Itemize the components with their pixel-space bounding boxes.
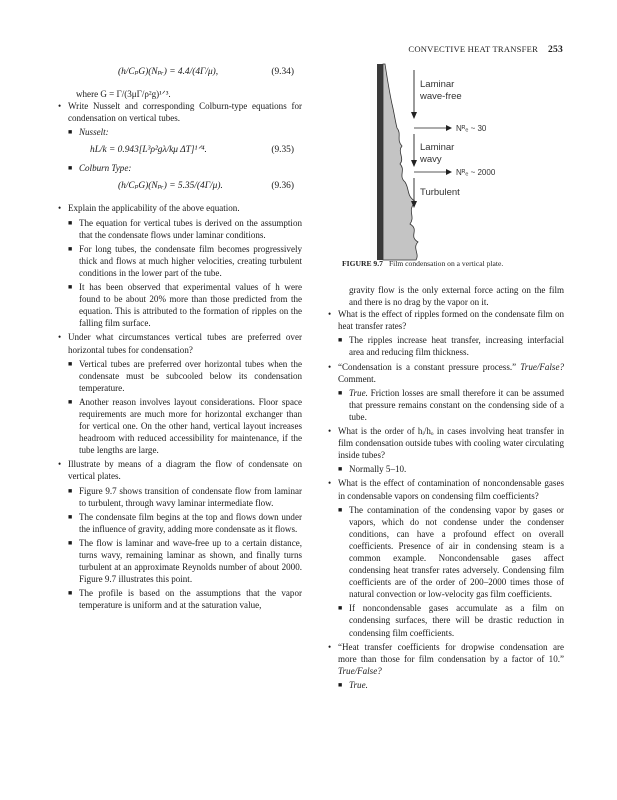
sub-bullet: ■ The profile is based on the assumptions that the vapor temperature is uniform and at the saturation value, [68,588,302,611]
label-turbulent: Turbulent [420,187,460,198]
bullet-text: Normally 5–10. [349,464,407,475]
bullet-text: Nusselt: [79,127,109,138]
bullet-text: What is the effect of ripples formed on the condensate film on heat transfer rates? [338,309,564,332]
continued-text: gravity flow is the only external force acting on the film and there is no drag by the vapor on it. [349,285,564,308]
bullet-text: If noncondensable gases accumulate as a film on condensing surfaces, there will be drastic reduction in condensing film coefficients. [349,603,564,638]
equation-number: (9.35) [271,145,294,156]
bullet-text: Explain the applicability of the above equation. [68,203,240,214]
figure-caption [342,259,503,268]
running-head [408,44,563,55]
bullet-text: Friction losses are small therefore it can be assumed that pressure remains constant on the condensing side of a tube. [349,387,564,422]
equation-9-34 [58,62,302,84]
bullet-write: • Write Nusselt and corresponding Colburn-type equations for condensation on vertical tubes. [58,101,302,124]
sub-bullet: ■ True. [338,679,368,690]
bullet-ripples: • What is the effect of ripples formed on the condensate film on heat transfer rates? [328,309,564,332]
running-title: CONVECTIVE HEAT TRANSFER [408,44,538,54]
equation-number: (9.36) [271,181,294,192]
arrow-head [411,160,417,167]
sub-bullet: ■ Normally 5–10. [338,464,407,475]
equation-expression: hL/k = 0.943[L³ρ²gλ/kμ ΔT]¹ᐟ⁴. [90,145,207,156]
bullet-text: Under what circumstances vertical tubes are preferred over horizontal tubes for condensation? [68,332,302,355]
bullet-text: What is the order of hᵢ/hₒ in cases involving heat transfer in film condensation outside tubes with cooling water circulating inside tubes? [338,426,564,461]
bullet-text: The equation for vertical tubes is derived on the assumption that the condensate flows under laminar conditions. [79,217,302,240]
label-re-2000: Nᴿₑ ~ 2000 [456,168,496,177]
label-re-30: Nᴿₑ ~ 30 [456,124,487,133]
bullet-illustrate: • Illustrate by means of a diagram the flow of condensate on vertical plates. [58,459,302,482]
sub-bullet: ■ Vertical tubes are preferred over horizontal tubes when the condensate must be subcooled below its condensation temperature. [68,358,302,393]
true-false: True/False? [338,665,382,676]
film-condensation-diagram [376,62,562,262]
left-column [58,62,302,613]
equation-9-36 [58,176,302,198]
equation-expression: (h/CₚG)(Nₚᵣ) = 5.35/(4Γ/μ). [118,181,223,192]
label-wavy: wavy [420,154,442,165]
sub-bullet: ■ Figure 9.7 shows transition of condensate flow from laminar to turbulent, through wavy laminar intermediate flow. [68,485,302,508]
equation-9-35 [58,140,302,162]
bullet-colburn: ■ Colburn Type: [68,163,132,174]
bullet-text: It has been observed that experimental values of h were found to be about 20% more than those predicted from the equation. This is attributed to the formation of ripples on the falling film surface. [79,282,302,329]
sub-bullet: ■ True. Friction losses are small therefore it can be assumed that pressure remains constant on the condensing side of a tube. [338,387,564,422]
bullet-text: Comment. [338,373,376,384]
sub-bullet: ■ For long tubes, the condensate film becomes progressively thick and flows at much higher velocities, creating turbulent conditions in the lower part of the tube. [68,243,302,278]
bullet-text: Vertical tubes are preferred over horizontal tubes when the condensate must be subcooled below its condensation temperature. [79,358,302,393]
bullet-text: The profile is based on the assumptions that the vapor temperature is uniform and at the saturation value, [79,588,302,611]
page-number: 253 [548,44,563,55]
true-false: True/False? [520,361,564,372]
bullet-nusselt: ■ Nusselt: [68,127,109,138]
bullet-text: The flow is laminar and wave-free up to a certain distance, turns wavy, remaining laminar as shown, and finally turns turbulent at an approximate Reynolds number of about 2000. Figure 9.7 illustrates this point. [79,537,302,585]
bullet-explain: • Explain the applicability of the above equation. [58,203,240,214]
caption-number: FIGURE 9.7 [342,259,383,268]
sub-bullet: ■ Another reason involves layout considerations. Floor space requirements are much more for horizontal exchanger than for vertical one. On the other hand, vertical layout increases headroom with reduced accessibility for maintenance, if the tube lengths are large. [68,396,302,456]
label-wave-free: wave-free [420,91,462,102]
bullet-text: Colburn Type: [79,163,132,174]
arrow-head [446,169,452,175]
bullet-text: Illustrate by means of a diagram the flow of condensate on vertical plates. [68,459,302,482]
bullet-contamination: • What is the effect of contamination of noncondensable gases in condensable vapors on condensing film coefficients? [328,478,564,501]
figure-9-7 [376,62,562,262]
equation-number: (9.34) [271,67,294,77]
bullet-constant-pressure: • “Condensation is a constant pressure process.” True/False? Comment. [328,361,564,384]
sub-bullet: ■ The contamination of the condensing vapor by gases or vapors, which do not condense under the condenser conditions, can have a profound effect on overall coefficients. Presence of air in condensing steam is a common example. Noncondensable gases affect condensing heat transfer rates adversely. Condensing film coefficients are of the order of 200–2000 times those of natural convection or low-velocity gas film coefficients. [338,504,564,600]
bullet-text: Another reason involves layout considerations. Floor space requirements are much more for horizontal exchanger than for vertical one. On the other hand, vertical layout increases headroom with reduced accessibility for maintenance, if the tube lengths are large. [79,396,302,456]
answer-true: True. [349,387,368,398]
caption-text: Film condensation on a vertical plate. [388,259,504,268]
sub-bullet: ■ The condensate film begins at the top and flows down under the influence of gravity, adding more condensate as it flows. [68,511,302,534]
bullet-text: For long tubes, the condensate film becomes progressively thick and flows at much higher velocities, creating turbulent conditions in the lower part of the tube. [79,243,302,278]
bullet-text: The contamination of the condensing vapor by gases or vapors, which do not condense under the condenser conditions, can have a profound effect on overall coefficients. Presence of air in condensing steam is a common example. Noncondensable gases affect condensing heat transfer rates adversely. Condensing film coefficients are of the order of 200–2000 times those of natural convection or low-velocity gas film coefficients. [349,504,564,600]
sub-bullet: ■ The ripples increase heat transfer, increasing interfacial area and reducing film thickness. [338,335,564,358]
label-laminar: Laminar [420,79,455,90]
bullet-order: • What is the order of hᵢ/hₒ in cases involving heat transfer in film condensation outside tubes with cooling water circulating inside tubes? [328,426,564,461]
bullet-text: “Heat transfer coefficients for dropwise condensation are more than those for film condensation by a factor of 10.” [338,641,564,664]
sub-bullet: ■ It has been observed that experimental values of h were found to be about 20% more than those predicted from the equation. This is attributed to the formation of ripples on the falling film surface. [68,282,302,329]
equation-expression: (h/CₚG)(Nₚᵣ) = 4.4/(4Γ/μ), [118,67,219,77]
label-laminar-2: Laminar [420,142,455,153]
arrow-head [446,125,452,131]
sub-bullet: ■ The equation for vertical tubes is derived on the assumption that the condensate flows under laminar conditions. [68,217,302,240]
bullet-under: • Under what circumstances vertical tubes are preferred over horizontal tubes for condensation? [58,332,302,355]
bullet-text: “Condensation is a constant pressure process.” [338,361,517,372]
vertical-plate [377,64,383,260]
bullet-dropwise: • “Heat transfer coefficients for dropwise condensation are more than those for film condensation by a factor of 10.” True/False? [328,641,564,676]
sub-bullet: ■ The flow is laminar and wave-free up to a certain distance, turns wavy, remaining laminar as shown, and finally turns turbulent at an approximate Reynolds number of about 2000. Figure 9.7 illustrates this point. [68,537,302,585]
right-column [328,284,564,693]
where-text: where G = Γ/(3μΓ/ρ²g)¹ᐟ³. [76,89,171,99]
sub-bullet: ■ If noncondensable gases accumulate as a film on condensing surfaces, there will be drastic reduction in condensing film coefficients. [338,603,564,638]
bullet-text: The ripples increase heat transfer, increasing interfacial area and reducing film thickness. [349,335,564,358]
bullet-text: The condensate film begins at the top and flows down under the influence of gravity, adding more condensate as it flows. [79,511,302,534]
bullet-text: Figure 9.7 shows transition of condensate flow from laminar to turbulent, through wavy laminar intermediate flow. [79,485,302,508]
arrow-head [411,112,417,119]
bullet-text: Write Nusselt and corresponding Colburn-type equations for condensation on vertical tubes. [68,101,302,124]
bullet-text: What is the effect of contamination of noncondensable gases in condensable vapors on condensing film coefficients? [338,478,564,501]
answer-true: True. [349,679,368,690]
